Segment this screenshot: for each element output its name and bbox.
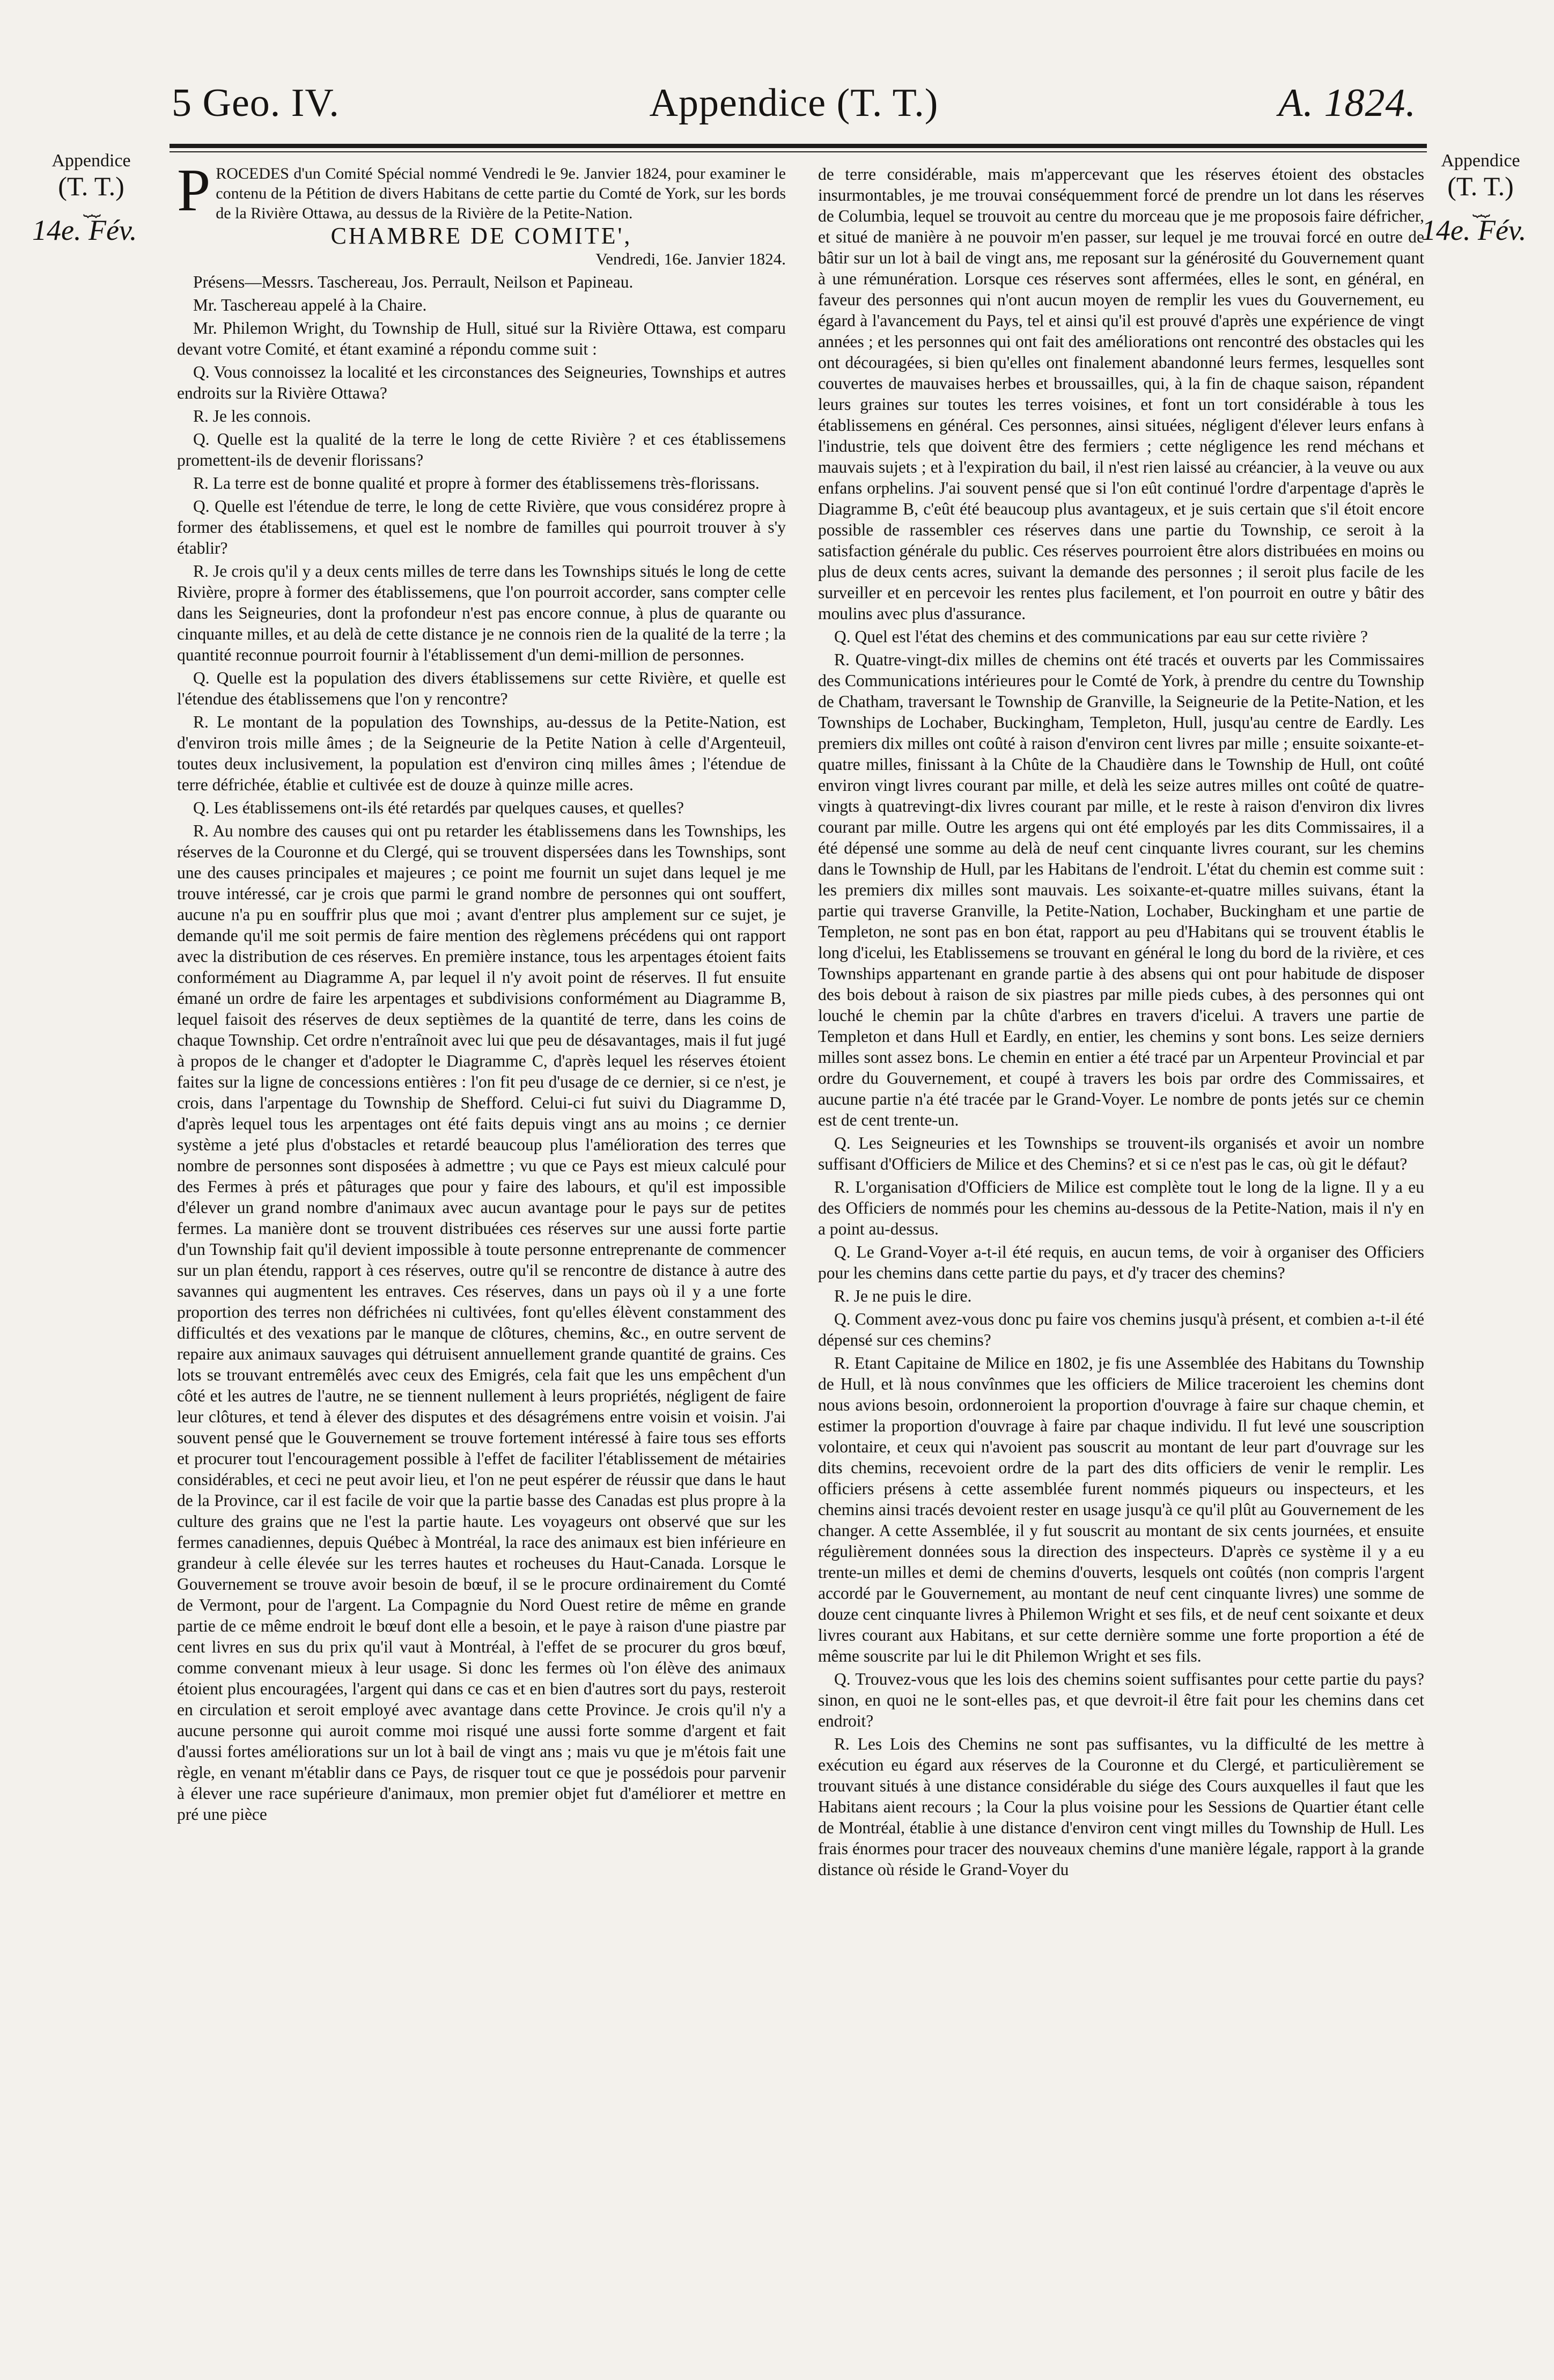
header-year: A. 1824. <box>1278 81 1416 125</box>
margin-note-date: 14e. Fév. <box>1422 214 1527 246</box>
paragraph: R. Quatre-vingt-dix milles de chemins ont été tracés et ouverts par les Commissaires des Communications intérieures pour le Comté de York, à prendre du centre du Township de Chatham, traversant le Township de Granville, la Seigneurie de la Petite-Nation, et les Townships de Lochaber, Buckingham, Templeton, Hull, jusqu'au centre de Eardly. Les premiers dix milles ont coûté à raison d'environ cent livres par mille ; ensuite soixante-et-quatre milles, finissant à la Chûte de la Chaudière dans le Township de Hull, ont coûté environ vingt livres courant par mille, et delà les seize autres milles ont coûté de quatre-vingts à quatrevingt-dix livres courant par mille, et le reste à raison d'environ dix livres courant par mille. Outre les argens qui ont été employés par les dits Commissaires, il a été dépensé une somme au delà de neuf cent cinquante livres courant, sur les chemins dans le Township de Hull, par les Habitans de l'endroit. L'état du chemin est comme suit : les premiers dix milles sont mauvais. Les soixante-et-quatre milles suivans, étant la partie qui traverse Granville, la Petite-Nation, Lochaber, Buckingham et une partie de Templeton, ne sont pas en bon état, rapport au peu d'Habitans qui se trouvent établis le long d'icelui, les Etablissemens se trouvant en général le long du bord de la rivière, et ces Townships appartenant en grande partie à des absens qui ont pour habitude de disposer des bois debout à raison de six piastres par mille pieds cubes, à des personnes qui ont louché le chemin par la chûte d'arbres en travers d'icelui. A travers une partie de Templeton et dans Hull et Eardly, en entier, les chemins y sont bons. Les seize derniers milles sont assez bons. Le chemin en entier a été tracé par un Arpenteur Provincial et par ordre du Gouvernement, et coupé à travers les bois par ordre des Commissaires, et aucune partie n'a été tracée par le Grand-Voyer. Le nombre de ponts jetés sur ce chemin est de cent trente-un. <box>818 650 1424 1129</box>
text-column-right <box>818 164 1424 2347</box>
chamber-heading: CHAMBRE DE COMITE', <box>330 223 632 249</box>
paragraph: Q. Comment avez-vous donc pu faire vos chemins jusqu'à présent, et combien a-t-il été dépensé sur ces chemins? <box>818 1310 1424 1349</box>
margin-brace: ⏟⏟ <box>83 199 99 217</box>
paragraph: R. Au nombre des causes qui ont pu retarder les établissemens dans les Townships, les réserves de la Couronne et du Clergé, qui se trouvent dispersées dans les Townships, sont une des causes principales et majeures ; ce point me fournit un sujet dans lequel je me trouve intéressé, car je crois que parmi le grand nombre de personnes qui ont souffert, aucune n'a pu en souffrir plus que moi ; avant d'entrer plus amplement sur ce sujet, je demande qu'il me soit permis de faire mention des règlemens précédens qui ont rapport avec la distribution de ces réserves. En première instance, tous les arpentages étoient faits conformément au Diagramme A, par lequel il n'y avoit point de réserves. Il fut ensuite émané un ordre de faire les arpentages et subdivisions conformément au Diagramme B, lequel faisoit des réserves de deux septièmes de la quantité de terre, dans les coins de chaque Township. Cet ordre n'entraînoit avec lui que peu de désavantages, mais il fut jugé à propos de le changer et d'adopter le Diagramme C, d'après lequel les réserves étoient faites sur la ligne de concessions entières : l'on fit peu d'usage de ce dernier, si ce n'est, je crois, dans l'arpentage du Township de Shefford. Celui-ci fut suivi du Diagramme D, d'après lequel tous les arpentages ont été faits depuis vingt ans au moins ; ce dernier système a jeté plus d'obstacles et retardé beaucoup plus l'amélioration des terres que nombre de personnes sont disposées à admettre ; vu que ce Pays est mieux calculé pour des Fermes à prés et pâturages que pour y faire des labours, et qu'il est impossible d'élever un grand nombre d'animaux avec aucun avantage pour le pays sur de petites fermes. La manière dont se trouvent distribuées ces réserves sur une aussi forte partie d'un Township fait qu'il devient impossible à toute personne entreprenante de commencer sur un plan étendu, rapport à ces réserves, outre qu'il se rencontre de distance à autre des savannes qui augmentent les entraves. Ces réserves, dans un pays où il y a une forte proportion des terres non défrichées ni cultivées, font qu'elles élèvent constamment des difficultés et des vexations par le manque de clôtures, chemins, &c., en outre servent de repaire aux animaux sauvages qui détruisent annuellement grande quantité de grains. Ces lots se trouvant entremêlés avec ceux des Emigrés, cela fait que les uns empêchent d'un côté et les autres de l'autre, ne se tiennent nullement à leurs propriétés, négligent de faire leur clôtures, et tend à élever des disputes et des désagrémens entre voisin et voisin. J'ai souvent pensé que le Gouvernement se trouve fortement intéressé à faire tous ses efforts et procurer tout l'encouragement possible à l'effet de faciliter l'établissement de métairies considérables, et ceci ne peut avoir lieu, et l'on ne peut espérer de réussir que dans le haut de la Province, car il est facile de voir que la partie basse des Canadas est plus propre à la culture des grains que ne l'est la partie haute. Les voyageurs ont observé que sur les fermes canadiennes, depuis Québec à Montréal, la race des animaux est bien inférieure en grandeur à celle élevée sur les terres hautes et rocheuses du Haut-Canada. Lorsque le Gouvernement se trouve avoir besoin de bœuf, il se le procure ordinairement du Comté de Vermont, pour de l'argent. La Compagnie du Nord Ouest retire de même en grande partie de ce même endroit le bœuf dont elle a besoin, et le paye à raison d'une piastre par cent livres en sus du prix qu'il vaut à Montréal, à l'effet de se procurer du gros bœuf, comme convenant mieux à leur usage. Si donc les fermes où l'on élève des animaux étoient plus encouragées, l'argent qui dans ce cas et en bien d'autres sort du pays, resteroit en circulation et seroit employé avec avantage dans cette Province. Je crois qu'il n'y a aucune personne qui auroit comme moi risqué une aussi forte somme d'argent et fait d'aussi fortes améliorations sur un lot à bail de vingt ans ; mais vu que je m'étois fait une règle, en venant m'établir dans ce Pays, de risquer tout ce que je possédois pour parvenir à élever une race supérieure d'animaux, mon premier objet fut d'améliorer et mettre en pré une pièce <box>177 821 786 1824</box>
margin-note-word: Appendice <box>1441 151 1520 171</box>
header-rule-thin <box>170 151 1427 152</box>
paragraph: de terre considérable, mais m'appercevant que les réserves étoient des obstacles insurmontables, je me trouvai conséquemment forcé de prendre un lot dans les réserves de Columbia, lequel se trouvoit au centre du morceau que je me proposois faire défricher, et situé de manière à ne pouvoir m'en passer, sur lequel je me trouvai forcé en outre de bâtir sur un lot à bail de vingt ans, me reposant sur la générosité du Gouvernement quant à une rémunération. Lorsque ces réserves sont affermées, elles le sont, en général, en faveur des personnes qui n'ont aucun moyen de remplir les vues du Gouvernement, eu égard à l'avancement du Pays, tel et ainsi qu'il est prouvé d'après une expérience de vingt années ; et les personnes qui ont fait des améliorations ont rencontré des obstacles qui les ont découragées, si bien qu'elles ont finalement abandonné leurs fermes, lesquelles sont couvertes de mauvaises herbes et broussailles, qui, à la fin de chaque saison, répandent leurs graines sur toutes les terres voisines, et font un tort considérable à tous les établissemens en général. Ces personnes, ainsi situées, négligent d'élever leurs enfans à l'industrie, tels que doivent être des fermiers ; cette négligence les rend méchans et mauvais sujets ; et à l'expiration du bail, il n'est rien laissé au créancier, à la veuve ou aux enfans orphelins. J'ai souvent pensé que si l'on eût continué l'ordre d'arpentage d'après le Diagramme B, c'eût été beaucoup plus avantageux, et je suis certain que s'il étoit encore possible de rassembler ces réserves dans une partie du Township, ce seroit à la satisfaction générale du public. Ces réserves pourroient être alors distribuées en moins ou plus de deux cents acres, suivant la demande des personnes ; il seroit plus facile de les surveiller et en percevoir les rentes plus facilement, et l'on pourroit en outre y bâtir des moulins avec plus d'assurance. <box>818 165 1424 623</box>
proceedings-intro <box>177 164 786 223</box>
paragraph: Q. Quelle est la population des divers établissemens sur cette Rivière, et quelle est l'étendue des établissemens que l'on y rencontre? <box>177 669 786 708</box>
text-column-left <box>177 164 786 2347</box>
header-title: Appendice (T. T.) <box>649 81 939 125</box>
margin-note-section: (T. T.) <box>1447 171 1514 202</box>
intro-text: ROCEDES d'un Comité Spécial nommé Vendredi le 9e. Janvier 1824, pour examiner le contenu de la Pétition de divers Habitans de cette partie du Comté de York, sur les bords de la Rivière Ottawa, au dessus de la Rivière de la Petite-Nation. <box>216 165 786 222</box>
paragraph: R. Je les connois. <box>193 407 311 425</box>
paragraph: R. Je crois qu'il y a deux cents milles de terre dans les Townships situés le long de cette Rivière, propre à former des établissemens, que l'on pourroit accorder, sans compter celle dans les Seigneuries, dont la profondeur n'est pas encore connue, à plus de quarante ou cinquante milles, et au delà de cette distance je ne connois rien de la qualité de la terre ; la quantité reconnue pourroit fournir à l'établissement d'un demi-million de personnes. <box>177 562 786 664</box>
margin-note-word: Appendice <box>51 151 131 171</box>
paragraph: Mr. Philemon Wright, du Township de Hull, situé sur la Rivière Ottawa, est comparu devant votre Comité, et étant examiné a répondu comme suit : <box>177 319 786 358</box>
paragraph: Q. Quelle est la qualité de la terre le long de cette Rivière ? et ces établissemens promettent-ils de devenir florissans? <box>177 430 786 469</box>
margin-note-left <box>32 150 150 247</box>
paragraph: R. Etant Capitaine de Milice en 1802, je fis une Assemblée des Habitans du Township de Hull, et là nous convînmes que les officiers de Milice traceroient les chemins dont nous avions besoin, ordonneroient la proportion d'ouvrage à faire sur chaque chemin, et estimer la proportion d'ouvrage à faire par chaque individu. Il fut levé une souscription volontaire, et ceux qui n'avoient pas souscrit au montant de leur part d'ouvrage sur les dits chemins, recevoient ordre de la part des dits officiers de venir le remplir. Les officiers présens à cette assemblée furent nommés piqueurs ou inspecteurs, et les chemins ainsi tracés devoient rester en usage jusqu'à ce qu'il plût au Gouvernement de les changer. A cette Assemblée, il y fut souscrit au montant de six cents journées, et ensuite régulièrement données sous la direction des inspecteurs. D'après ce système il y a eu trente-un milles et demi de chemins d'ouverts, lesquels ont coûtés (non compris l'argent accordé par le Gouvernement, au montant de neuf cent cinquante livres) une somme de douze cent cinquante livres à Philemon Wright et ses fils, et de neuf cent soixante et deux livres courant aux Habitans, et sur cette dernière somme une forte proportion a été de même souscrite par lui le dit Philemon Wright et ses fils. <box>818 1354 1424 1665</box>
paragraph: Q. Les établissemens ont-ils été retardés par quelques causes, et quelles? <box>193 798 684 817</box>
right-paragraphs <box>818 164 1424 1880</box>
paragraph: Q. Quelle est l'étendue de terre, le long de cette Rivière, que vous considérez propre à former des établissemens, et quel est le nombre de familles qui pourroit trouver à s'y établir? <box>177 497 786 557</box>
header-volume: 5 Geo. IV. <box>172 81 340 125</box>
paragraph: R. L'organisation d'Officiers de Milice est complète tout le long de la ligne. Il y a eu des Officiers de nommés pour les chemins au-dessous de la Petite-Nation, mais il n'y en a point au-dessus. <box>818 1178 1424 1238</box>
drop-cap: P <box>177 164 211 224</box>
margin-note-right <box>1422 150 1540 247</box>
paragraph: Q. Le Grand-Voyer a-t-il été requis, en aucun tems, de voir à organiser des Officiers pour les chemins dans cette partie du pays, et d'y tracer des chemins? <box>818 1243 1424 1282</box>
paragraph: R. Je ne puis le dire. <box>834 1287 972 1305</box>
margin-note-date: 14e. Fév. <box>32 214 137 246</box>
paragraph: Présens—Messrs. Taschereau, Jos. Perrault, Neilson et Papineau. <box>193 273 634 291</box>
paragraph: R. Le montant de la population des Townships, au-dessus de la Petite-Nation, est d'environ trois mille âmes ; de la Seigneurie de la Petite Nation à celle d'Argenteuil, toutes deux inclusivement, la population est d'environ cinq milles âmes ; l'étendue de terre défrichée, établie et cultivée est de douze à quinze mille acres. <box>177 712 786 794</box>
paragraph: R. Les Lois des Chemins ne sont pas suffisantes, vu la difficulté de les mettre à exécution eu égard aux réserves de la Couronne et du Clergé, et particulièrement se trouvant situés à une distance considérable du siége des Cours auxquelles il faut que les Habitans aient recours ; la Cour la plus voisine pour les Sessions de Quartier étant celle de Montréal, établie à une distance d'environ cent vingt milles du Township de Hull. Les frais énormes pour tracer des nouveaux chemins d'une manière légale, rapport à la grande distance où réside le Grand-Voyer du <box>818 1735 1424 1879</box>
running-header <box>161 80 1427 145</box>
paragraph: R. La terre est de bonne qualité et propre à former des établissemens très-florissans. <box>193 474 760 493</box>
chamber-date: Vendredi, 16e. Janvier 1824. <box>595 249 786 268</box>
header-rule-thick <box>170 144 1427 148</box>
paragraph: Q. Trouvez-vous que les lois des chemins soient suffisantes pour cette partie du pays? sinon, en quoi ne le sont-elles pas, et que devroit-il être fait pour les chemins dans cet endroit? <box>818 1670 1424 1730</box>
paragraph: Q. Quel est l'état des chemins et des communications par eau sur cette rivière ? <box>834 627 1368 646</box>
paragraph: Q. Vous connoissez la localité et les circonstances des Seigneuries, Townships et autres endroits sur la Rivière Ottawa? <box>177 363 786 402</box>
left-paragraphs <box>177 271 786 1825</box>
margin-note-section: (T. T.) <box>58 171 124 202</box>
paragraph: Q. Les Seigneuries et les Townships se trouvent-ils organisés et avoir un nombre suffisant d'Officiers de Milice et des Chemins? et si ce n'est pas le cas, où git le défaut? <box>818 1134 1424 1173</box>
paragraph: Mr. Taschereau appelé à la Chaire. <box>193 296 427 314</box>
margin-brace: ⏟⏟ <box>1472 199 1489 217</box>
